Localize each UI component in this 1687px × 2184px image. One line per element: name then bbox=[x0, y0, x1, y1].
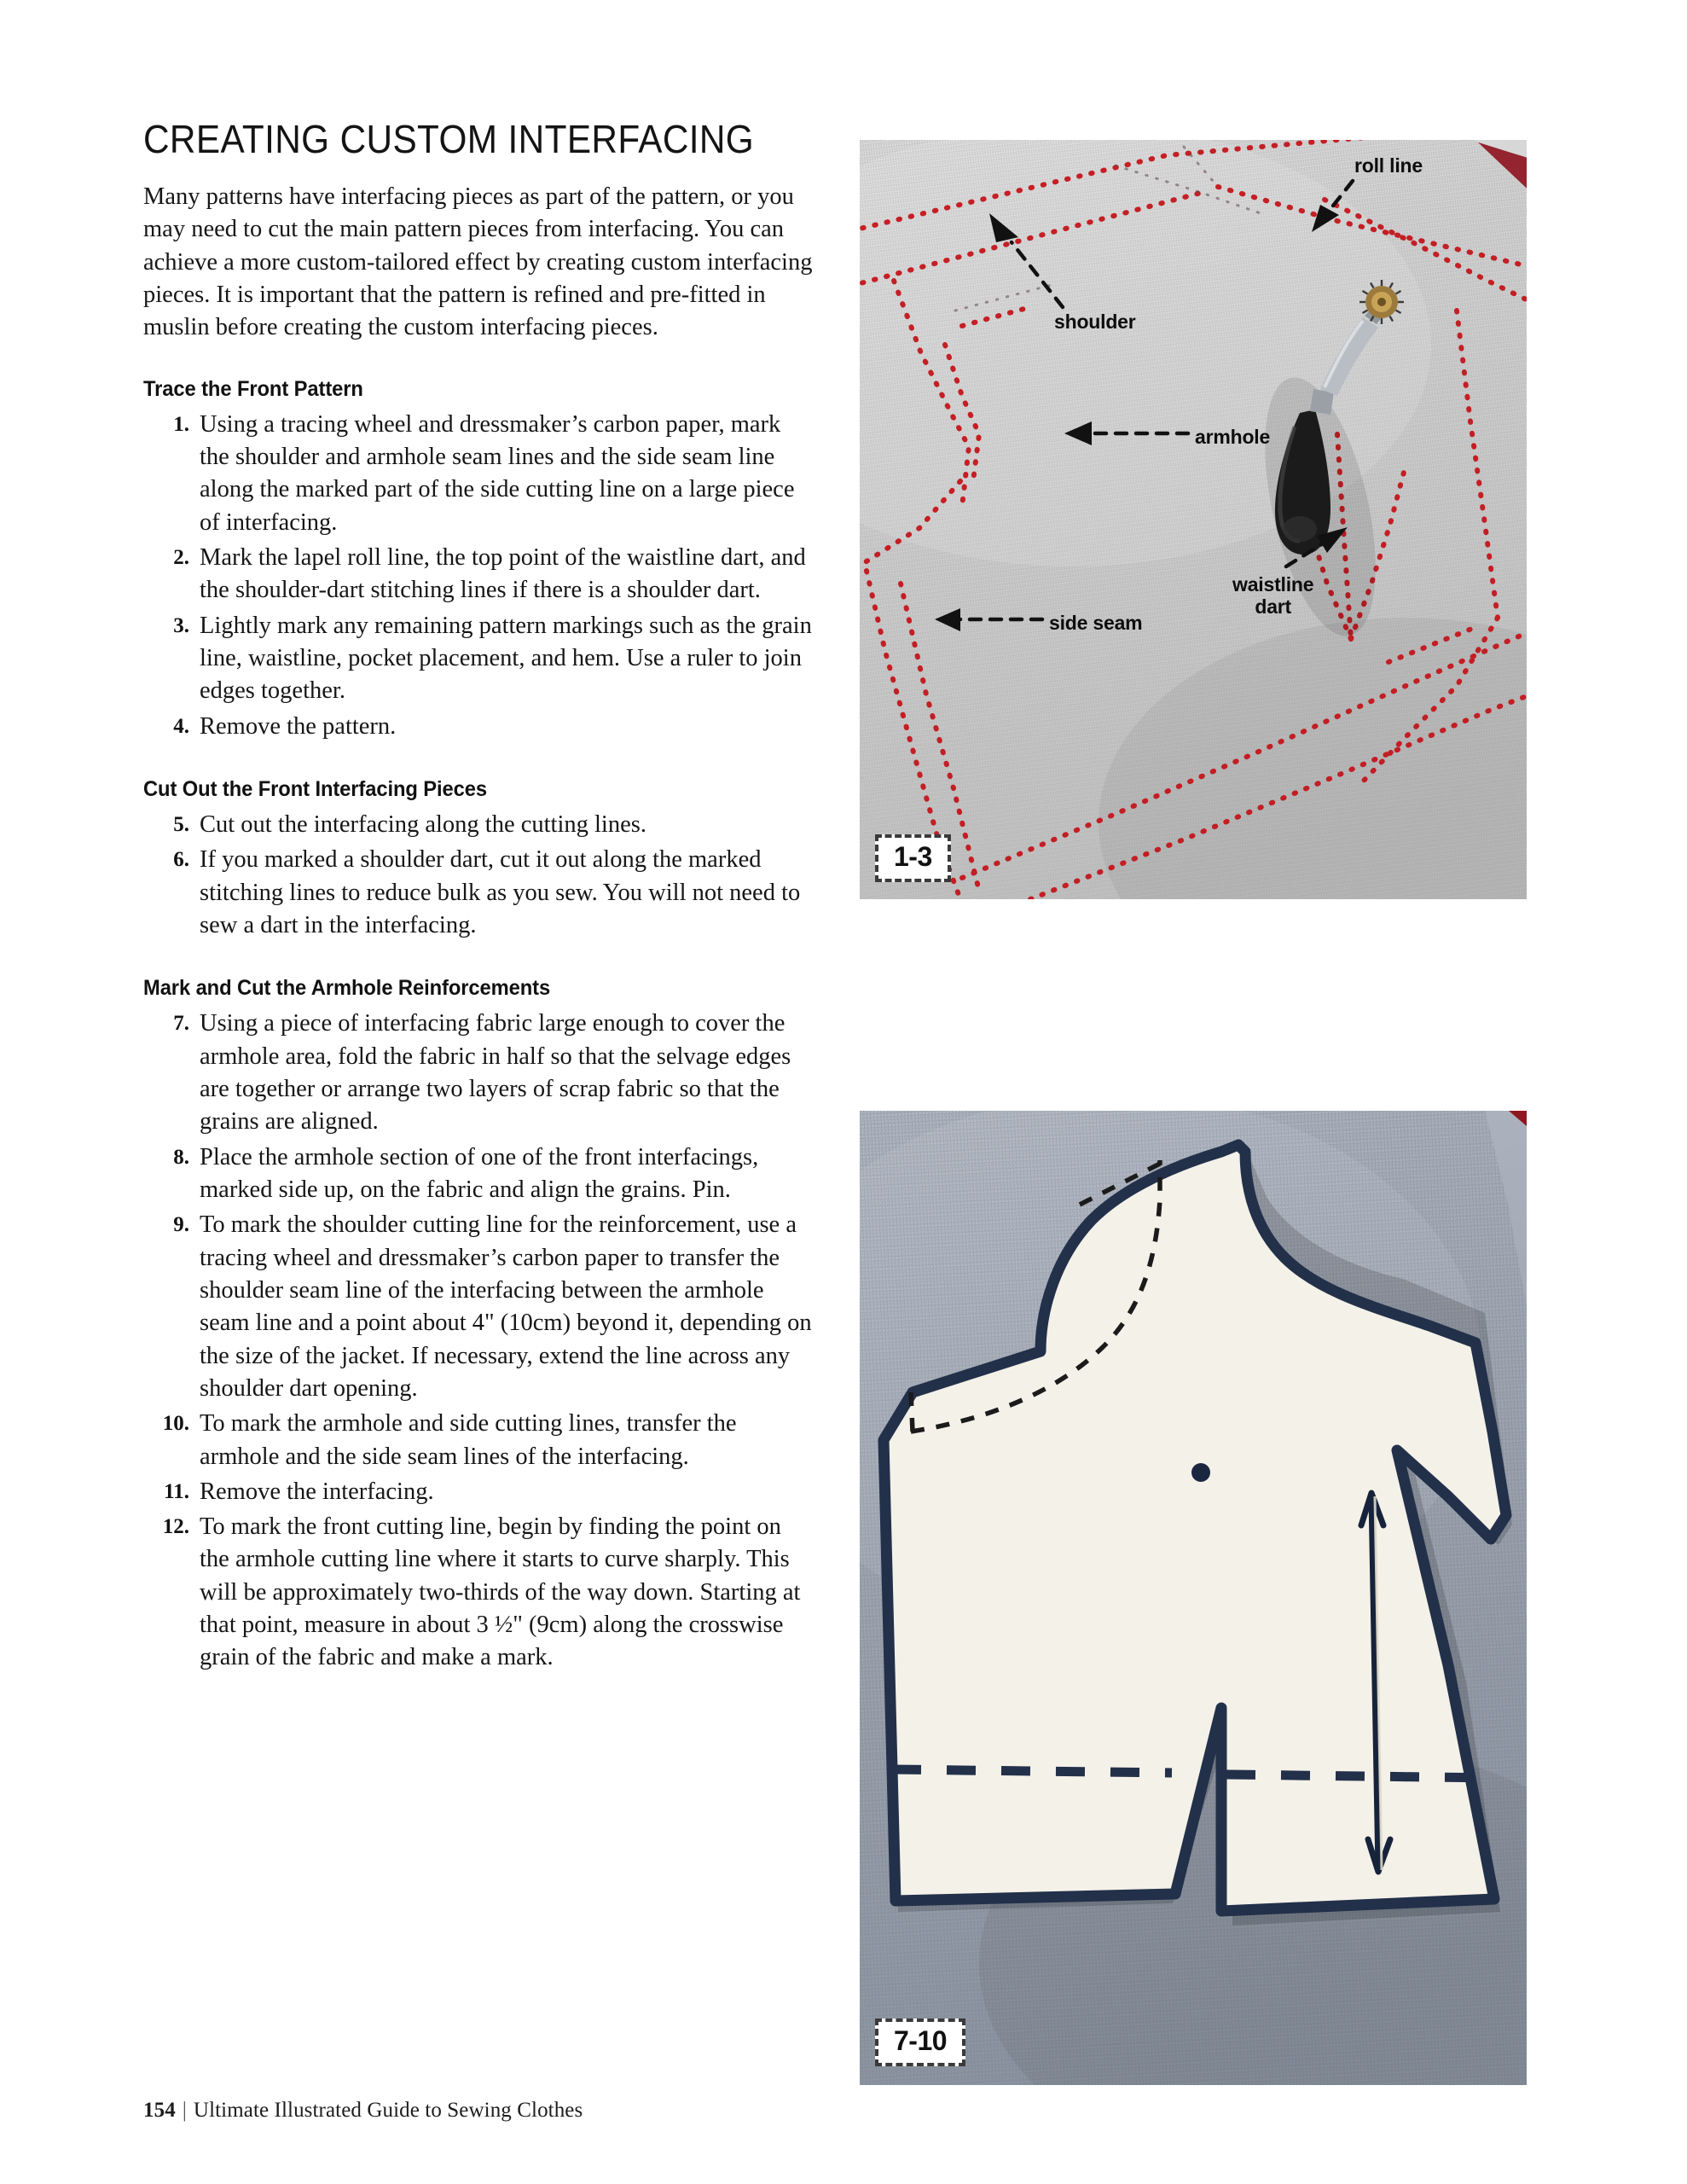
step-text: Lightly mark any remaining pattern markings such as the grain line, waistline, pocket placement, and hem. Use a ruler to join edges together. bbox=[200, 612, 812, 705]
page-title: CREATING CUSTOM INTERFACING bbox=[143, 117, 755, 161]
section-heading-mark-cut-armhole-reinforcements: Mark and Cut the Armhole Reinforcements bbox=[143, 976, 551, 1001]
step-number: 6. bbox=[173, 848, 189, 872]
step-number: 10. bbox=[162, 1412, 189, 1436]
step-text: Remove the pattern. bbox=[200, 712, 397, 740]
callout-label-shoulder: shoulder bbox=[1054, 311, 1136, 333]
step-text: To mark the shoulder cutting line for the reinforcement, use a tracing wheel and dressmaker’s carbon paper to transfer the shoulder seam line of the interfacing between the armhole seam line and a point about 4" (10cm) beyond it, depending on the size of the jacket. If necessary, extend the line across any shoulder dart opening. bbox=[200, 1211, 812, 1402]
step-number: 7. bbox=[173, 1012, 189, 1036]
figure-number-badge: 7-10 bbox=[875, 2018, 965, 2066]
step-number: 9. bbox=[173, 1213, 189, 1237]
callout-label-side-seam: side seam bbox=[1049, 612, 1143, 634]
figure-1-3 bbox=[860, 140, 1527, 899]
list-item bbox=[143, 542, 813, 607]
list-item bbox=[143, 1141, 813, 1207]
list-item bbox=[143, 1209, 813, 1405]
step-text: Using a piece of interfacing fabric large enough to cover the armhole area, fold the fabric in half so that the selvage edges are together or arrange two layers of scrap fabric so that the grains are aligned. bbox=[200, 1010, 791, 1136]
footer-book-title: Ultimate Illustrated Guide to Sewing Clothes bbox=[193, 2099, 583, 2122]
page-footer bbox=[143, 2099, 583, 2123]
list-item bbox=[143, 409, 813, 539]
step-text: Mark the lapel roll line, the top point of the waistline dart, and the shoulder-dart stitching lines if there is a shoulder dart. bbox=[200, 543, 806, 604]
list-item bbox=[143, 1408, 813, 1473]
callout-label-waistline-dart: waistline dart bbox=[1232, 573, 1314, 619]
figure-7-10 bbox=[860, 1111, 1527, 2085]
list-item bbox=[143, 809, 813, 841]
step-number: 11. bbox=[164, 1479, 189, 1503]
step-number: 4. bbox=[173, 714, 189, 738]
section-heading-trace-front-pattern: Trace the Front Pattern bbox=[143, 376, 363, 401]
callout-label-armhole: armhole bbox=[1195, 426, 1271, 448]
step-text: If you marked a shoulder dart, cut it out along the marked stitching lines to reduce bulk as you sew. You will not need to sew a dart in the interfacing. bbox=[200, 846, 801, 938]
callout-label-roll-line: roll line bbox=[1354, 154, 1423, 177]
figure-number-badge: 1-3 bbox=[875, 834, 951, 882]
section-heading-cut-out-front-interfacing: Cut Out the Front Interfacing Pieces bbox=[143, 776, 488, 801]
list-item bbox=[143, 844, 813, 942]
list-item bbox=[143, 1476, 813, 1508]
step-number: 2. bbox=[173, 545, 189, 569]
step-list-trace-front-pattern bbox=[143, 409, 813, 743]
step-number: 8. bbox=[173, 1145, 189, 1169]
step-text: To mark the front cutting line, begin by finding the point on the armhole cutting line where it starts to curve sharply. This will be approximately two-thirds of the way down. Starting at that point, measure in about 3 ½" (9cm) along the crosswise grain of the fabric and make a mark. bbox=[200, 1513, 801, 1671]
step-text: Remove the interfacing. bbox=[200, 1478, 434, 1505]
step-number: 3. bbox=[173, 613, 189, 637]
intro-paragraph: Many patterns have interfacing pieces as part of the pattern, or you may need to cut the main pattern pieces from interfacing. You can achieve a more custom-tailored effect by creating custom interfacing pieces. It is important that the pattern is refined and pre-fitted in muslin before creating the custom interfacing pieces. bbox=[143, 183, 813, 341]
step-text: Cut out the interfacing along the cutting lines. bbox=[200, 810, 646, 838]
step-list-mark-cut-armhole-reinforcements bbox=[143, 1008, 813, 1675]
figure-7-10-photo bbox=[860, 1111, 1527, 2085]
step-number: 1. bbox=[173, 412, 189, 436]
list-item bbox=[143, 1008, 813, 1138]
step-number: 12. bbox=[162, 1515, 189, 1539]
list-item bbox=[143, 1511, 813, 1675]
list-item bbox=[143, 610, 813, 708]
list-item bbox=[143, 711, 813, 743]
footer-page-number: 154 bbox=[143, 2099, 176, 2122]
step-text: Place the armhole section of one of the front interfacings, marked side up, on the fabric and align the grains. Pin. bbox=[200, 1143, 759, 1203]
step-text: To mark the armhole and side cutting lines, transfer the armhole and the side seam lines of the interfacing. bbox=[200, 1410, 737, 1470]
step-number: 5. bbox=[173, 812, 189, 836]
figure-1-3-photo bbox=[860, 140, 1527, 899]
footer-separator: | bbox=[182, 2099, 187, 2122]
step-list-cut-out-front-interfacing bbox=[143, 809, 813, 942]
dart-point-dot bbox=[1191, 1463, 1210, 1482]
text-column bbox=[143, 119, 813, 1709]
step-text: Using a tracing wheel and dressmaker’s carbon paper, mark the shoulder and armhole seam lines and the side seam line along the marked part of the side cutting line on a large piece of interfacing. bbox=[200, 410, 795, 536]
